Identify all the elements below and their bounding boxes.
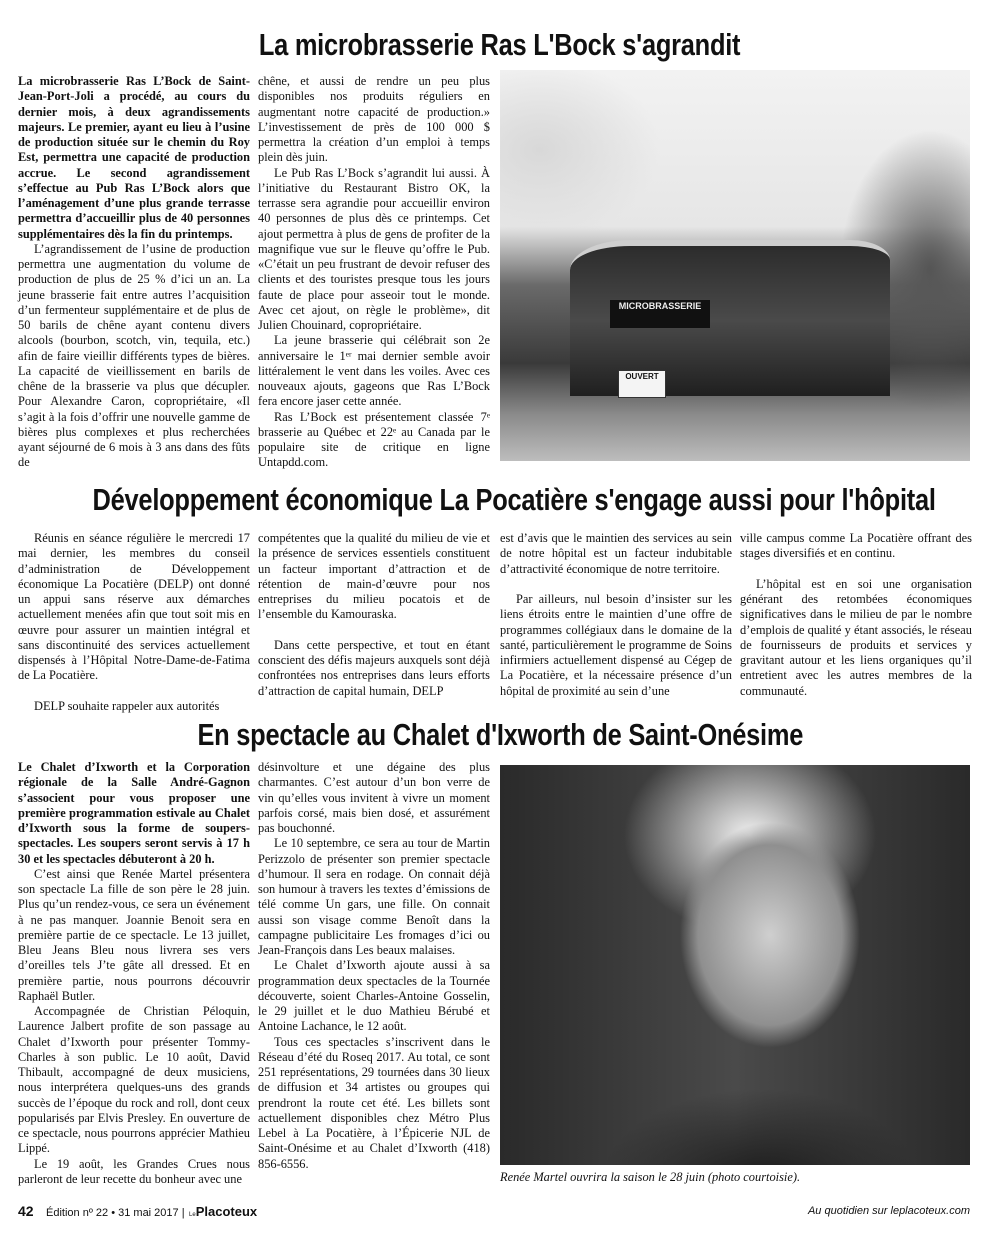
- paragraph: Tous ces spectacles s’inscrivent dans le Réseau d’été du Roseq 2017. Au total, ce sont 251 représentations, 29 tournées dans 30 lieux de diffusion et 34 artistes ou groupes qui prendront la route cet été. Les billets sont actuellement disponibles chez Métro Plus Lebel à La Pocatière, à l’Épicerie NJL de Saint-Onésime et au Chalet d’Ixworth (418) 856-6556.: [258, 1034, 490, 1171]
- paragraph: L’agrandissement de l’usine de production permettra une augmentation du volume de production de plus de 25 % d’ici un an. La jeune brasserie fait entre autres l’acquisition d’un fermenteur supplémentaire et de plus de 50 barils de chêne ayant contenu divers alcools (bourbon, scotch, vin, tequila, etc.) afin de faire vieillir différents types de bières. La capacité de vieillissement en barils de chêne de la brasserie va plus que décupler. Pour Alexandre Caron, copropriétaire, «Il s’agit à la fois d’offrir une nouvelle gamme de bières plus complexes et plus recherchées ayant séjourné de 6 mois à 3 ans dans des fûts de: [18, 241, 250, 470]
- article-column: [18, 74, 250, 471]
- lead-paragraph: Le Chalet d’Ixworth et la Corporation régionale de la Salle André-Gagnon s’associent pour vous proposer une première programmation estivale au Chalet d’Ixworth sous la forme de soupers-spectacles. Les soupers seront servis à 17 h 30 et les spectacles débuteront à 20 h.: [18, 760, 250, 866]
- paragraph: Ras L’Bock est présentement classée 7ᵉ brasserie au Québec et 22ᵉ au Canada par le populaire site de critique en ligne Untapdd.com.: [258, 409, 490, 470]
- page-number: 42: [18, 1203, 34, 1219]
- article-column: [18, 760, 250, 1187]
- article-column: [18, 531, 250, 729]
- paragraph: Le 10 septembre, ce sera au tour de Martin Perizzolo de présenter son premier spectacle d’humour. Il sera en rodage. On connait déjà son humour à travers les textes d’émissions de télé comme Un gars, une fille. On connait aussi son visage comme Benoît dans la campagne publicitaire Les fromages d’ici ou Jean-François dans Les beaux malaises.: [258, 836, 490, 957]
- headline-text: En spectacle au Chalet d'Ixworth de Saint-Onésime: [197, 717, 803, 752]
- paragraph: chêne, et aussi de rendre un peu plus disponibles nos produits réguliers en augmentant notre capacité de production.» L’investissement de près de 100 000 $ permettra la création d’un emploi à temps plein dès juin.: [258, 74, 490, 165]
- article-column: [258, 74, 490, 471]
- article-column: [258, 531, 490, 714]
- lead-paragraph: La microbrasserie Ras L’Bock de Saint-Jean-Port-Joli a procédé, au cours du dernier mois, à deux agrandissements majeurs. Le premier, ayant eu lieu à l’usine de production située sur le chemin du Roy Est, permettra une capacité de production accrue. Le second agrandissement s’effectue au Pub Ras L’Bock alors que l’aménagement d’une plus grande terrasse permettra d’accueillir plus de 40 personnes supplémentaires dès la fin du printemps.: [18, 74, 250, 241]
- logo-prefix: Le: [189, 1212, 196, 1218]
- article-column: [500, 531, 732, 714]
- article-headline: [0, 27, 1000, 63]
- paragraph: désinvolture et une dégaine des plus charmantes. C’est autour d’un bon verre de vin qu’elles vous invitent à vivre un moment parfois corsé, mais bien dosé, et assurément pas bouchonné.: [258, 760, 490, 835]
- paragraph: ville campus comme La Pocatière offrant des stages diversifiés et en continu.: [740, 531, 972, 561]
- paragraph: C’est ainsi que Renée Martel présentera son spectacle La fille de son père le 28 juin. Plus qu’un rendez-vous, ce sera un événement à ne pas manquer. Joannie Benoit sera en première partie de ce spectacle. Le 13 juillet, Bleu Jeans Bleu nous livrera ses vers d’oreilles tels J’te gâte all dressed. Et en première partie, nous pourrons découvrir Raphaël Butler.: [18, 866, 250, 1003]
- paragraph: est d’avis que le maintien des services au sein de notre hôpital est un facteur indubitable d’attractivité économique de notre territoire.: [500, 531, 732, 576]
- paragraph: Le Pub Ras L’Bock s’agrandit lui aussi. À l’initiative du Restaurant Bistro OK, la terrasse sera agrandie pour accueillir environ 40 personnes de plus dès ce printemps. Cet ajout permettra à plus de gens de profiter de la magnifique vue sur le fleuve qu’offre le Pub. «C’était un peu frustrant de devoir refuser des clients et des touristes presque tous les jours faute de place pour asseoir tout le monde. Avec cet ajout, on règle le problème», dit Julien Chouinard, copropriétaire.: [258, 165, 490, 332]
- open-sign: OUVERT: [618, 370, 666, 398]
- headline-text: Développement économique La Pocatière s'engage aussi pour l'hôpital: [92, 482, 936, 517]
- portrait-photo: [500, 765, 970, 1165]
- paragraph: La jeune brasserie qui célébrait son 2e anniversaire le 1ᵉʳ mai dernier semble avoir littéralement le vent dans les voiles. Avec ces nouveaux ajouts, gageons que Ras L’Bock fera encore jaser cette année.: [258, 333, 490, 409]
- page-footer: [18, 1203, 970, 1221]
- paragraph: Par ailleurs, nul besoin d’insister sur les liens étroits entre le maintien d’une offre de programmes collégiaux dans le domaine de la santé, particulièrement le programme de Soins infirmiers actuellement dispensé au Cégep de La Pocatière, et la nécessaire présence d’un hôpital de proximité au sein d’une: [500, 592, 732, 698]
- article-headline: [0, 717, 1000, 753]
- paragraph: Accompagnée de Christian Péloquin, Laurence Jalbert profite de son passage au Chalet d’Ixworth pour présenter Tommy-Charles à son public. Le 10 août, David Thibault, accompagné de deux musiciens, nous interprétera quelques-uns des grands succès de l’époque du rock and roll, dont ceux popularisés par Elvis Presley. En ouverture de ce spectacle, nous pourrons apprécier Mathieu Lippé.: [18, 1004, 250, 1156]
- website-tagline: Au quotidien sur leplacoteux.com: [807, 1205, 970, 1217]
- brewery-sign: MICROBRASSERIE: [610, 300, 710, 328]
- paragraph: L’hôpital est en soi une organisation générant des retombées économiques significatives dans le milieu de par le nombre d’emplois de qualité y étant associés, le réseau de fournisseurs de produits et services y gravitant autour et les liens organiques qu’il entretient avec les autres membres de la communauté.: [740, 576, 972, 698]
- article-column: [258, 760, 490, 1172]
- edition-info: Édition nº 22 • 31 mai 2017 |: [46, 1207, 185, 1219]
- paragraph: Réunis en séance régulière le mercredi 17 mai dernier, les membres du conseil d’administration de Développement économique La Pocatière (DELP) ont donné un appui sans réserve aux démarches actuellement menées afin que tout soit mis en œuvre pour assurer un maintien intégral et sans discontinuité des services actuellement dispensés à l’Hôpital Notre-Dame-de-Fatima de La Pocatière.: [18, 531, 250, 683]
- microbrewery-photo: [500, 70, 970, 461]
- article-headline: [0, 482, 1000, 518]
- logo-text: Placoteux: [195, 1204, 258, 1219]
- photo-caption: Renée Martel ouvrira la saison le 28 juin (photo courtoisie).: [500, 1170, 801, 1184]
- headline-text: La microbrasserie Ras L'Bock s'agrandit: [259, 27, 741, 62]
- newspaper-logo: [189, 1204, 257, 1219]
- paragraph: Dans cette perspective, et tout en étant conscient des défis majeurs auxquels sont déjà confrontées nos entreprises dans leurs efforts d’attraction de capital humain, DELP: [258, 637, 490, 698]
- paragraph: Le Chalet d’Ixworth ajoute aussi à sa programmation deux spectacles de la Tournée découverte, soient Charles-Antoine Gosselin, le 29 juillet et le duo Mathieu Bérubé et Antoine Lachance, le 12 août.: [258, 958, 490, 1034]
- article-column: [740, 531, 972, 714]
- paragraph: compétentes que la qualité du milieu de vie et la présence de services essentiels constituent un facteur important d’attraction et de rétention de main-d’œuvre pour nos entreprises du milieu pocatois et de l’ensemble du Kamouraska.: [258, 531, 490, 622]
- paragraph: Le 19 août, les Grandes Crues nous parleront de leur recette du bonheur avec une: [18, 1156, 250, 1186]
- paragraph: DELP souhaite rappeler aux autorités: [34, 698, 220, 713]
